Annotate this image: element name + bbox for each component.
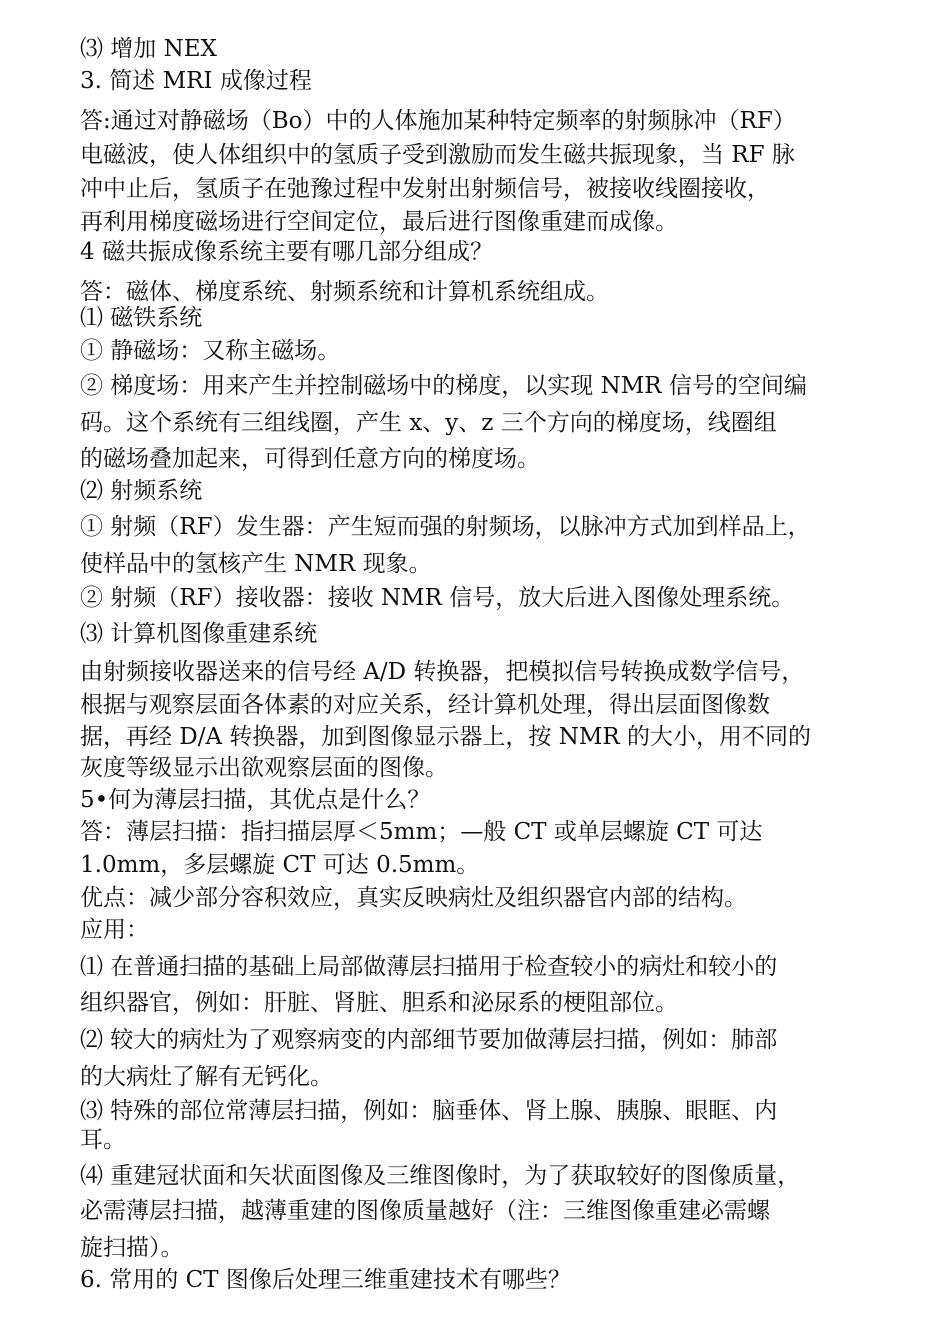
question-heading: 4 磁共振成像系统主要有哪几部分组成？: [80, 239, 493, 265]
text-line: ⑶ 计算机图像重建系统: [80, 621, 318, 647]
text-line: 答：薄层扫描：指扫描层厚＜5mm；—般 CT 或单层螺旋 CT 可达: [80, 819, 763, 845]
text-line: ⑵ 较大的病灶为了观察病变的内部细节要加做薄层扫描，例如：肺部: [80, 1027, 778, 1053]
text-line: 必需薄层扫描，越薄重建的图像质量越好（注：三维图像重建必需螺: [80, 1198, 770, 1224]
question-heading: 3. 简述 MRI 成像过程: [80, 68, 312, 94]
text-line: 由射频接收器送来的信号经 A/D 转换器，把模拟信号转换成数学信号，: [80, 659, 805, 685]
text-line: ① 静磁场：又称主磁场。: [80, 338, 341, 364]
text-line: 1.0mm，多层螺旋 CT 可达 0.5mm。: [80, 852, 480, 878]
text-line: ⑵ 射频系统: [80, 478, 203, 504]
text-line: ① 射频（RF）发生器：产生短而强的射频场，以脉冲方式加到样品上，: [80, 514, 811, 540]
text-line: ② 射频（RF）接收器：接收 NMR 信号，放大后进入图像处理系统。: [80, 585, 795, 611]
text-line: 使样品中的氢核产生 NMR 现象。: [80, 551, 432, 577]
text-line: ⑶ 特殊的部位常薄层扫描，例如：脑垂体、肾上腺、胰腺、眼眶、内: [80, 1098, 778, 1124]
text-line: ⑷ 重建冠状面和矢状面图像及三维图像时，为了获取较好的图像质量，: [80, 1163, 801, 1189]
text-line: 应用：: [80, 917, 149, 943]
text-line: 根据与观察层面各体素的对应关系，经计算机处理，得出层面图像数: [80, 692, 770, 718]
text-line: 旋扫描）。: [80, 1235, 184, 1261]
text-line: ⑴ 磁铁系统: [80, 305, 203, 331]
text-line: 答:通过对静磁场（Bo）中的人体施加某种特定频率的射频脉冲（RF）: [80, 108, 796, 134]
text-line: 组织器官，例如：肝脏、肾脏、胆系和泌尿系的梗阻部位。: [80, 990, 678, 1016]
text-line: 再利用梯度磁场进行空间定位，最后进行图像重建而成像。: [80, 209, 678, 235]
text-line: 的大病灶了解有无钙化。: [80, 1064, 333, 1090]
question-heading: 6. 常用的 CT 图像后处理三维重建技术有哪些？: [80, 1267, 571, 1293]
text-line: 据，再经 D/A 转换器，加到图像显示器上，按 NMR 的大小，用不同的: [80, 724, 812, 750]
text-line: 的磁场叠加起来，可得到任意方向的梯度场。: [80, 446, 540, 472]
text-line: ⑴ 在普通扫描的基础上局部做薄层扫描用于检查较小的病灶和较小的: [80, 954, 778, 980]
text-line: 耳。: [80, 1127, 126, 1153]
question-heading: 5•何为薄层扫描，其优点是什么？: [80, 787, 431, 813]
text-line: 电磁波，使人体组织中的氢质子受到激励而发生磁共振现象，当 RF 脉: [80, 142, 795, 168]
text-line: ⑶ 增加 NEX: [80, 36, 217, 62]
text-line: 灰度等级显示出欲观察层面的图像。: [80, 755, 448, 781]
text-line: 答：磁体、梯度系统、射频系统和计算机系统组成。: [80, 279, 609, 305]
text-line: 优点：减少部分容积效应，真实反映病灶及组织器官内部的结构。: [80, 885, 747, 911]
text-line: 冲中止后，氢质子在弛豫过程中发射出射频信号，被接收线圈接收，: [80, 176, 770, 202]
text-line: ② 梯度场：用来产生并控制磁场中的梯度，以实现 NMR 信号的空间编: [80, 373, 807, 399]
text-line: 码。这个系统有三组线圈，产生 x、y、z 三个方向的梯度场，线圈组: [80, 410, 777, 436]
